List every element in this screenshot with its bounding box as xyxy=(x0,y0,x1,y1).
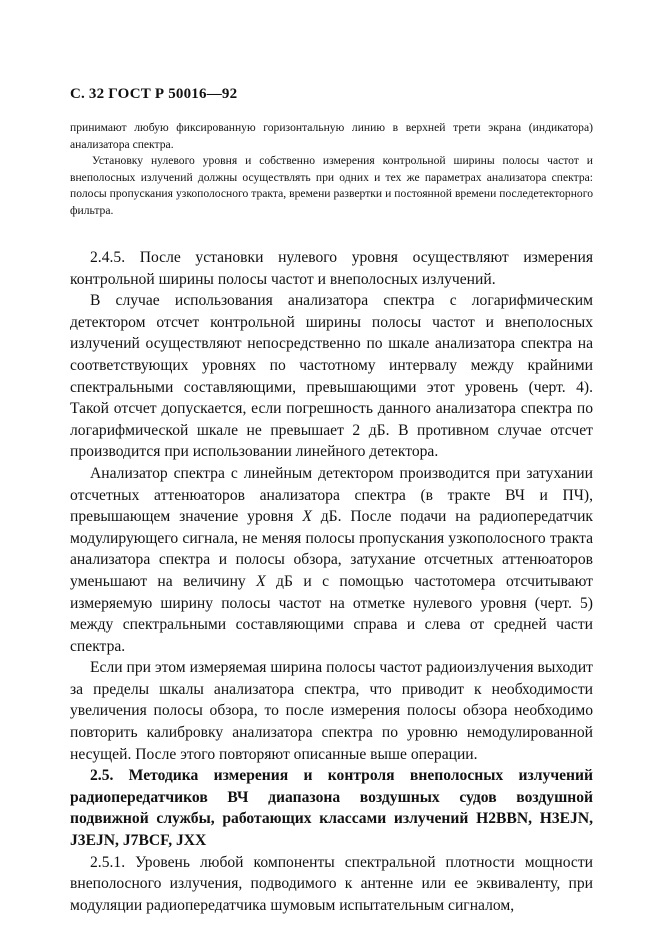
paragraph-bandwidth-exceeds: Если при этом измеряемая ширина полосы частот радиоизлучения выходит за пределы шкалы анализатора спектра, что приводит к необходимости увеличения полосы обзора, то после измерения полосы обзора необходимо повторить калибровку анализатора спектра по уровню немодулированной несущей. После этого повторяют описанные выше операции. xyxy=(70,659,593,763)
small-print-note xyxy=(70,120,593,220)
text-segment: дБ и с помощью частотомера отсчитывают измеряемую ширину полосы частот на отметке нулевого уровня (черт. 5) между спектральными составляющими справа и слева от средней части спектра. xyxy=(70,572,593,655)
text-segment: дБ. После подачи на радиопередатчик модулирующего сигнала, не меняя полосы пропускания узкополосного тракта анализатора спектра и полосы обзора, затухание отсчетных аттенюаторов уменьшают на величину xyxy=(70,508,593,590)
note-paragraph-1: принимают любую фиксированную горизонтальную линию в верхней трети экрана (индикатора) анализатора спектра. xyxy=(70,121,593,151)
paragraph-log-detector: В случае использования анализатора спектра с логарифмическим детектором отсчет контрольной ширины полосы частот и внеполосных излучений осуществляют непосредственно по шкале анализатора спектра на соответствующих уровнях по частотному интервалу между крайними спектральными составляющими, превышающими этот уровень (черт. 4). Такой отсчет допускается, если погрешность данного анализатора спектра по логарифмической шкале не превышает 2 дБ. В противном случае отсчет производится при использовании линейного детектора. xyxy=(70,292,593,461)
text-segment: Анализатор спектра с линейным детектором производится при затухании отсчетных аттенюаторов анализатора спектра (в тракте ВЧ и ПЧ), превышающем значение уровня xyxy=(70,464,593,526)
variable-x: X xyxy=(302,508,312,526)
paragraph-2-5-1: 2.5.1. Уровень любой компоненты спектральной плотности мощности внеполосного излучения, подводимого к антенне или ее эквиваленту, при модуляции радиопередатчика шумовым испытательным сигналом, xyxy=(70,853,593,914)
main-text xyxy=(70,247,593,916)
paragraph-2-4-5: 2.4.5. После установки нулевого уровня осуществляют измерения контрольной ширины полосы частот и внеполосных излучений. xyxy=(70,249,593,288)
section-heading-text: 2.5. Методика измерения и контроля внеполосных излучений радиопередатчиков ВЧ диапазона воздушных судов воздушной подвижной службы, работающих классами излучений H2BBN, H3EJN, J3EJN, J7BCF, JXX xyxy=(70,767,593,850)
paragraph-linear-detector xyxy=(70,463,593,657)
note-paragraph-2: Установку нулевого уровня и собственно измерения контрольной ширины полосы частот и внеполосных излучений должны осуществлять при одних и тех же параметрах анализатора спектра: полосы пропускания узкополосного тракта, времени развертки и постоянной времени последетекторного фильтра. xyxy=(70,154,593,217)
section-2-5-heading xyxy=(70,765,593,851)
variable-x: X xyxy=(256,572,266,590)
page-header: С. 32 ГОСТ Р 50016—92 xyxy=(70,86,238,102)
